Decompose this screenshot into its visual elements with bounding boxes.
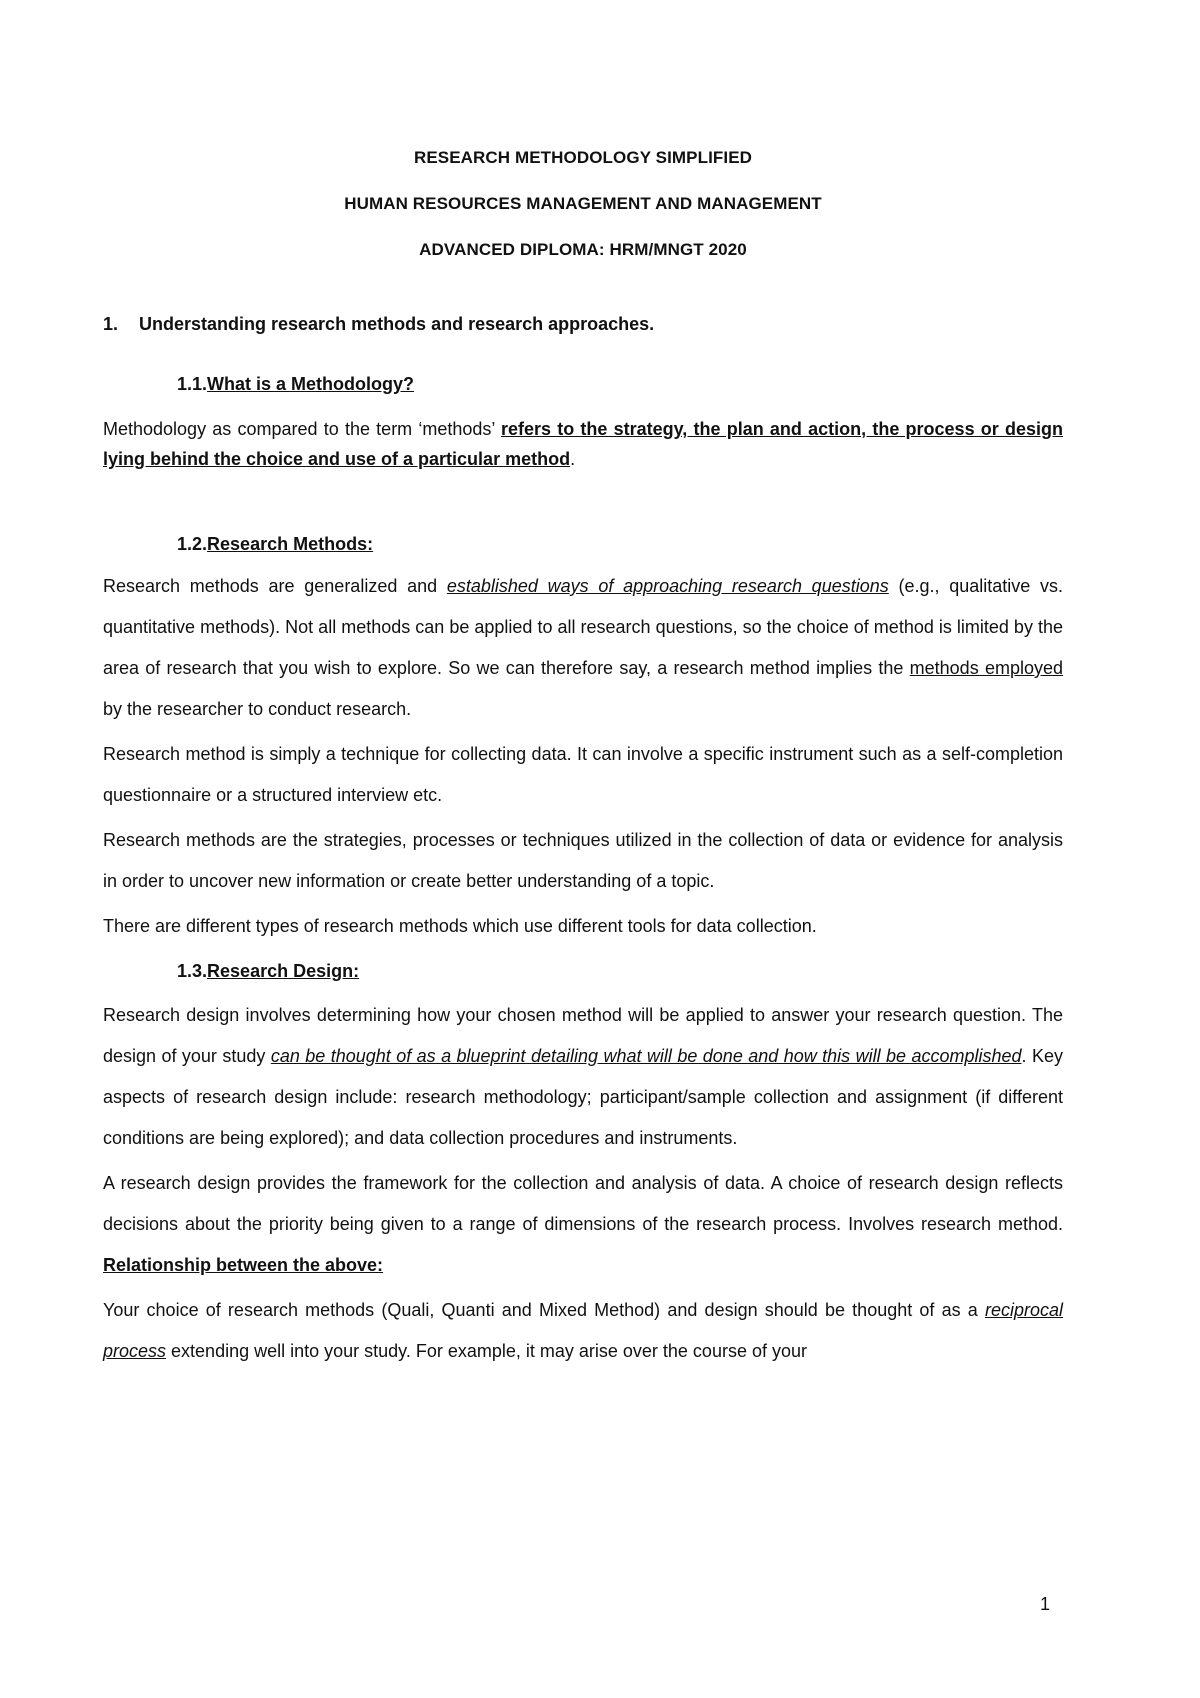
doc-title: RESEARCH METHODOLOGY SIMPLIFIED bbox=[413, 148, 753, 167]
text-run: by the researcher to conduct research. bbox=[103, 699, 412, 719]
text-run: Your choice of research methods (Quali, Quanti and Mixed Method) and design should be thought of as a bbox=[103, 1300, 985, 1320]
emphasis-run: can be thought of as a blueprint detailing what will be done and how this will be accomplished bbox=[270, 1046, 1022, 1066]
text-run: A research design provides the framework for the collection and analysis of data. A choice of research design reflects decisions about the priority being given to a range of dimensions of the research process. Involves research method. bbox=[103, 1173, 1063, 1234]
emphasis-run: established ways of approaching research questions bbox=[446, 576, 889, 596]
document-body bbox=[103, 146, 1063, 1372]
paragraph-strategies: Research methods are the strategies, processes or techniques utilized in the collection of data or evidence for analysis in order to uncover new information or create better understanding of a topic. bbox=[103, 830, 1063, 891]
section-heading-1 bbox=[103, 312, 1063, 336]
emphasis-run: methods employed bbox=[909, 658, 1063, 678]
subsection-title: What is a Methodology? bbox=[207, 374, 415, 394]
text-run: (e.g., qualitative vs. quantitative methods). Not all methods can be applied to all research questions, so the choice of method is limited by the area of research that you wish to explore. So we can therefore say, a research method implies the bbox=[103, 576, 1063, 678]
doc-subtitle: HUMAN RESOURCES MANAGEMENT AND MANAGEMENT bbox=[344, 194, 822, 213]
emphasis-run: refers to the strategy, the plan and action, the process or design lying behind the choice and use of a particular method bbox=[103, 419, 1064, 469]
paragraph-reciprocal bbox=[103, 1290, 1063, 1372]
paragraph-research-methods bbox=[103, 566, 1063, 730]
text-run: extending well into your study. For example, it may arise over the course of your bbox=[166, 1341, 807, 1361]
subsection-heading-1-1 bbox=[103, 372, 1063, 396]
doc-course: ADVANCED DIPLOMA: HRM/MNGT 2020 bbox=[419, 240, 747, 259]
text-run: . bbox=[570, 449, 576, 469]
paragraph-research-design bbox=[103, 995, 1063, 1159]
subsection-number: 1.1. bbox=[177, 374, 208, 394]
subsection-title: Research Design: bbox=[207, 961, 360, 981]
text-run: . Key aspects of research design include: research methodology; participant/sample collection and assignment (if different conditions are being explored); and data collection procedures and instruments. bbox=[103, 1046, 1063, 1148]
text-run: Methodology as compared to the term ‘methods’ bbox=[103, 419, 501, 439]
subsection-heading-1-2 bbox=[103, 532, 1063, 556]
paragraph-framework bbox=[103, 1163, 1063, 1286]
text-run: Research design involves determining how your chosen method will be applied to answer your research question. The design of your study bbox=[103, 1005, 1063, 1066]
subsection-heading-1-3 bbox=[103, 959, 1063, 983]
paragraph-types: There are different types of research methods which use different tools for data collection. bbox=[103, 916, 817, 936]
emphasis-run: Relationship between the above: bbox=[103, 1255, 384, 1275]
subsection-number: 1.2. bbox=[177, 534, 208, 554]
section-number: 1. bbox=[103, 314, 119, 334]
paragraph-methodology bbox=[103, 414, 1063, 474]
subsection-title: Research Methods: bbox=[207, 534, 374, 554]
page-number: 1 bbox=[1040, 1594, 1051, 1614]
subsection-number: 1.3. bbox=[177, 961, 208, 981]
emphasis-run: reciprocal process bbox=[103, 1300, 1063, 1361]
text-run: Research methods are generalized and bbox=[103, 576, 447, 596]
section-title: Understanding research methods and research approaches. bbox=[139, 314, 655, 334]
paragraph-technique: Research method is simply a technique for collecting data. It can involve a specific instrument such as a self-completion questionnaire or a structured interview etc. bbox=[103, 744, 1063, 805]
